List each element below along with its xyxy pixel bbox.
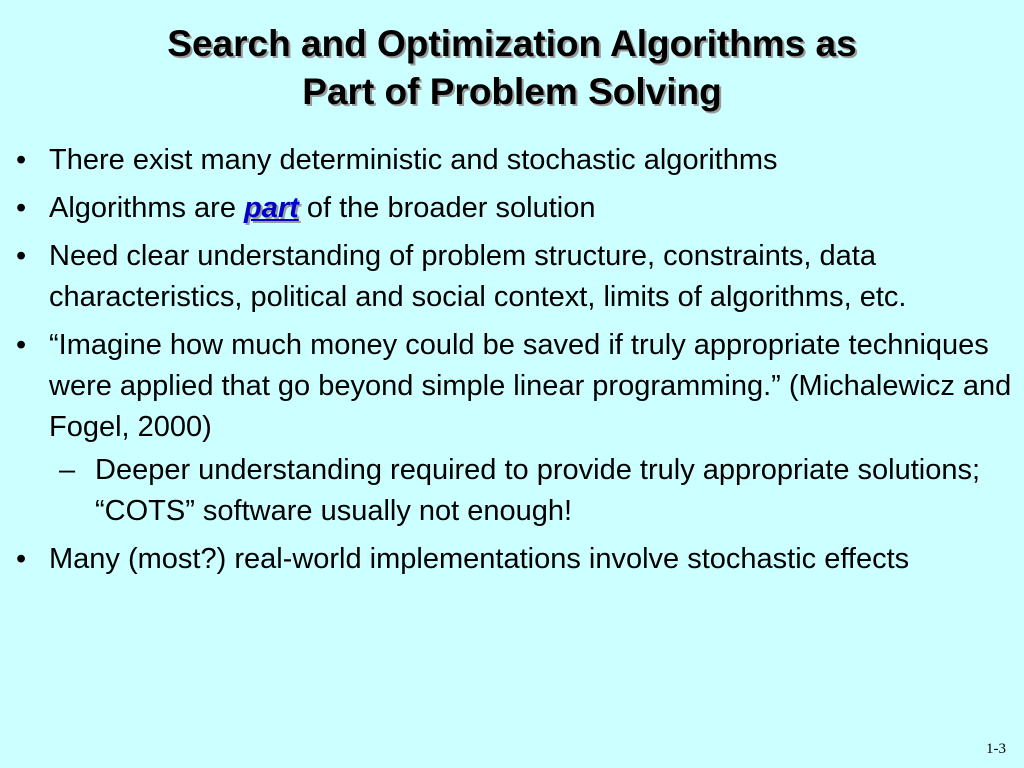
bullet-item: [16, 539, 1016, 580]
slide-title-line-1: Search and Optimization Algorithms as: [167, 23, 857, 64]
slide-title: [0, 20, 1024, 116]
slide-title-line-2: Part of Problem Solving: [302, 71, 722, 112]
bullet-item: [16, 236, 1016, 318]
bullet-marker: •: [16, 144, 27, 176]
bullet-text: Need clear understanding of problem structure, constraints, data characteristics, political and social context, limits of algorithms, etc.: [49, 240, 907, 313]
bullet-marker: •: [16, 543, 27, 575]
bullet-item: [16, 188, 1016, 229]
bullet-text: There exist many deterministic and stochastic algorithms: [49, 144, 778, 176]
bullet-marker: •: [16, 329, 27, 361]
bullet-list: [16, 140, 1016, 587]
bullet-text-before: Algorithms are: [49, 192, 245, 224]
bullet-text: Many (most?) real-world implementations involve stochastic effects: [49, 543, 910, 575]
bullet-text: “Imagine how much money could be saved if truly appropriate techniques were applied that go beyond simple linear programming.” (Michalewicz and Fogel, 2000): [49, 329, 1012, 443]
bullet-marker: •: [16, 192, 27, 224]
sub-bullet-item: [16, 450, 1016, 532]
emphasis-link[interactable]: part: [244, 192, 299, 224]
sub-bullet-text: Deeper understanding required to provide truly appropriate solutions; “COTS” software usually not enough!: [95, 454, 981, 527]
bullet-item: [16, 140, 1016, 181]
sub-bullet-marker: –: [59, 454, 76, 486]
page-number: 1-3: [986, 741, 1006, 757]
bullet-text-after: of the broader solution: [298, 192, 596, 224]
bullet-item: [16, 325, 1016, 532]
bullet-marker: •: [16, 240, 27, 272]
